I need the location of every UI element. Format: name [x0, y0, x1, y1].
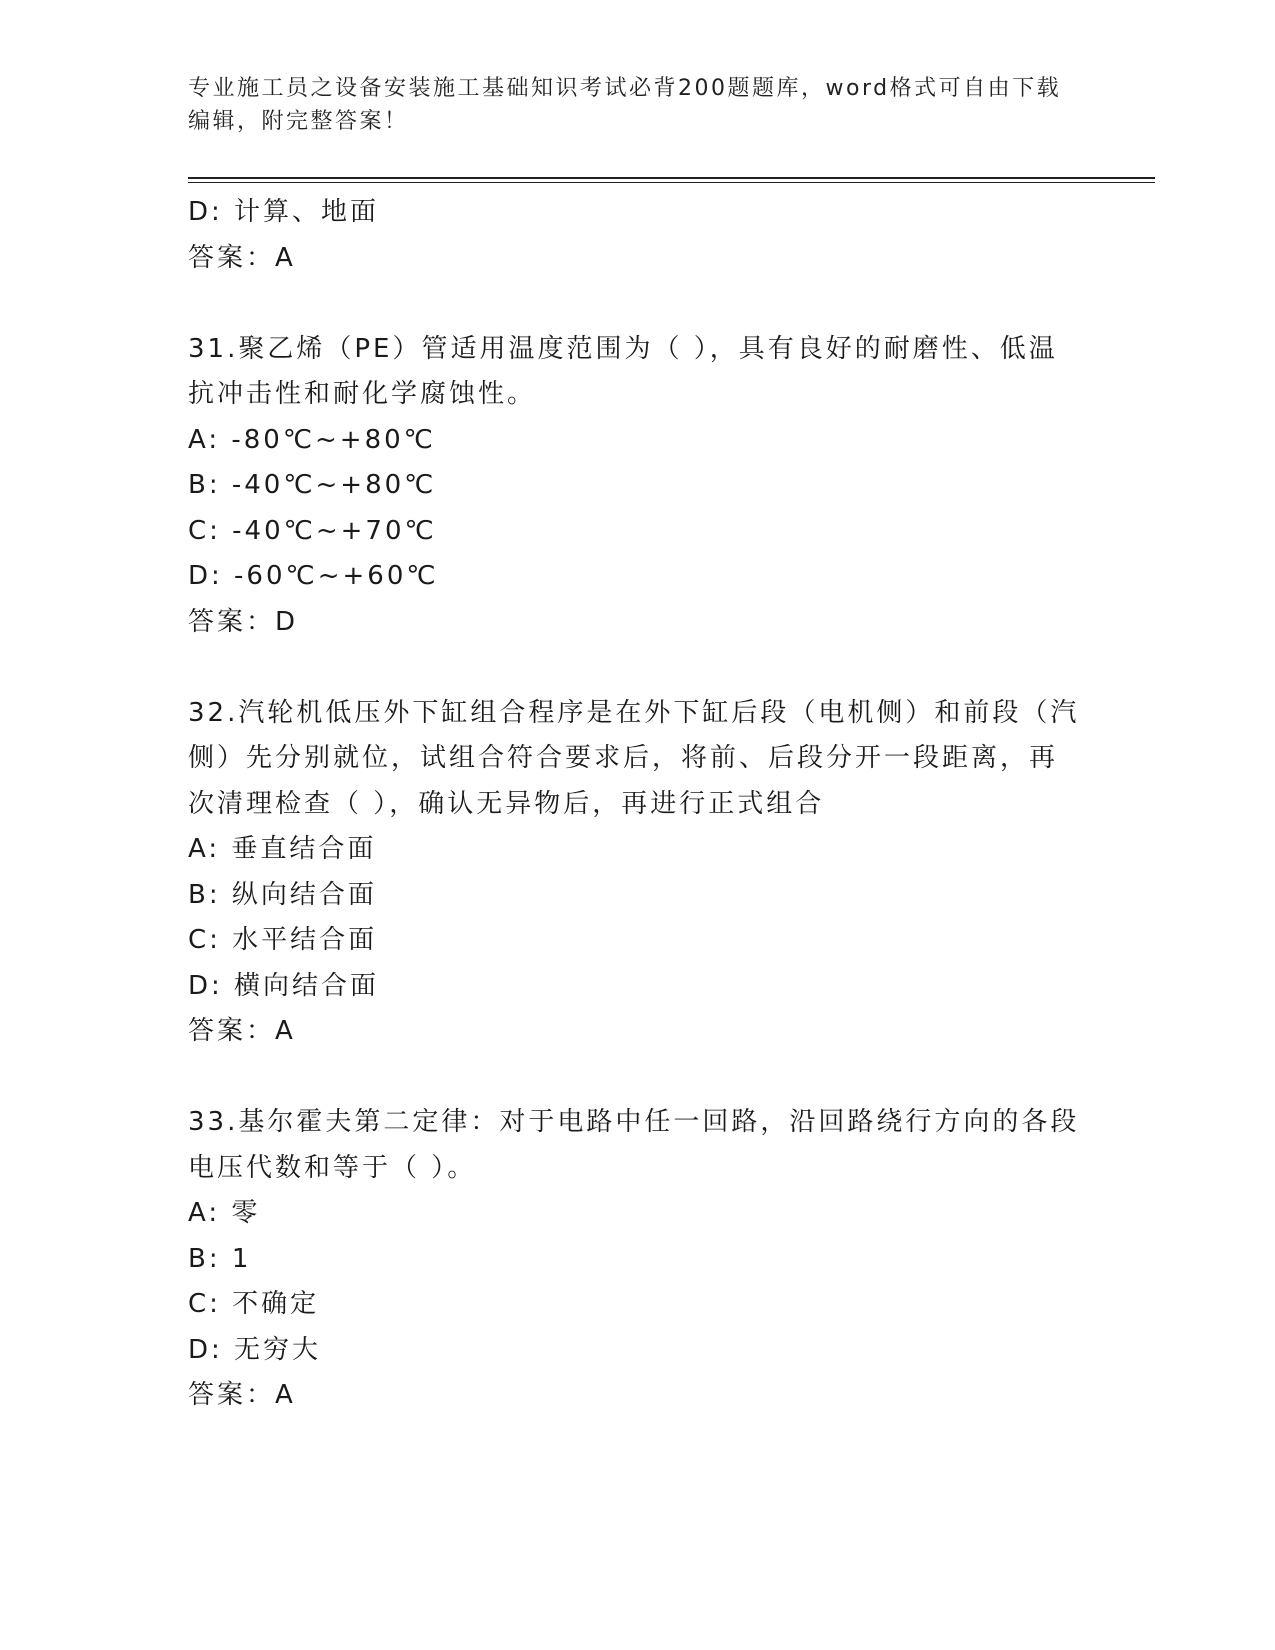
question-text-line: 31.聚乙烯（PE）管适用温度范围为（ ），具有良好的耐磨性、低温 [188, 333, 1058, 364]
option-b: B: 纵向结合面 [188, 879, 377, 910]
question-content [188, 190, 1088, 1419]
question-text-line: 侧）先分别就位，试组合符合要求后，将前、后段分开一段距离，再 [188, 743, 1059, 773]
question-text-line: 次清理检查（ ），确认无异物后，再进行正式组合 [188, 788, 825, 819]
answer: 答案：A [188, 1380, 296, 1410]
spacer [188, 1055, 1088, 1101]
option-d: D: 横向结合面 [188, 970, 380, 1001]
option-c: C: 不确定 [188, 1289, 320, 1319]
option-b: B: -40℃~+80℃ [188, 470, 437, 500]
option-a: A: -80℃~+80℃ [188, 424, 436, 455]
option-c: C: 水平结合面 [188, 925, 378, 955]
question-text-line: 电压代数和等于（ ）。 [188, 1152, 477, 1183]
question-31 [188, 327, 1088, 646]
spacer [188, 645, 1088, 691]
option-d: D: -60℃~+60℃ [188, 561, 439, 591]
option-a: A: 零 [188, 1198, 261, 1228]
option-a: A: 垂直结合面 [188, 834, 377, 864]
answer: 答案：D [188, 606, 299, 637]
question-text-line: 抗冲击性和耐化学腐蚀性。 [188, 379, 537, 409]
spacer [188, 281, 1088, 327]
header-line-1: 专业施工员之设备安装施工基础知识考试必背200题题库，word格式可自由下载 [188, 76, 1062, 101]
question-33 [188, 1100, 1088, 1419]
header-rule-thin [188, 182, 1155, 183]
option-b: B: 1 [188, 1243, 252, 1274]
header-line-2: 编辑，附完整答案！ [188, 109, 409, 134]
question-text-line: 33.基尔霍夫第二定律：对于电路中任一回路，沿回路绕行方向的各段 [188, 1107, 1080, 1137]
document-header [188, 72, 1078, 138]
question-text-line: 32.汽轮机低压外下缸组合程序是在外下缸后段（电机侧）和前段（汽 [188, 697, 1080, 728]
option-c: C: -40℃~+70℃ [188, 515, 437, 546]
question-32 [188, 691, 1088, 1055]
previous-answer: 答案：A [188, 242, 296, 273]
previous-option-d: D: 计算、地面 [188, 197, 380, 227]
option-d: D: 无穷大 [188, 1334, 322, 1365]
header-rule-thick [188, 177, 1155, 179]
answer: 答案：A [188, 1016, 296, 1046]
